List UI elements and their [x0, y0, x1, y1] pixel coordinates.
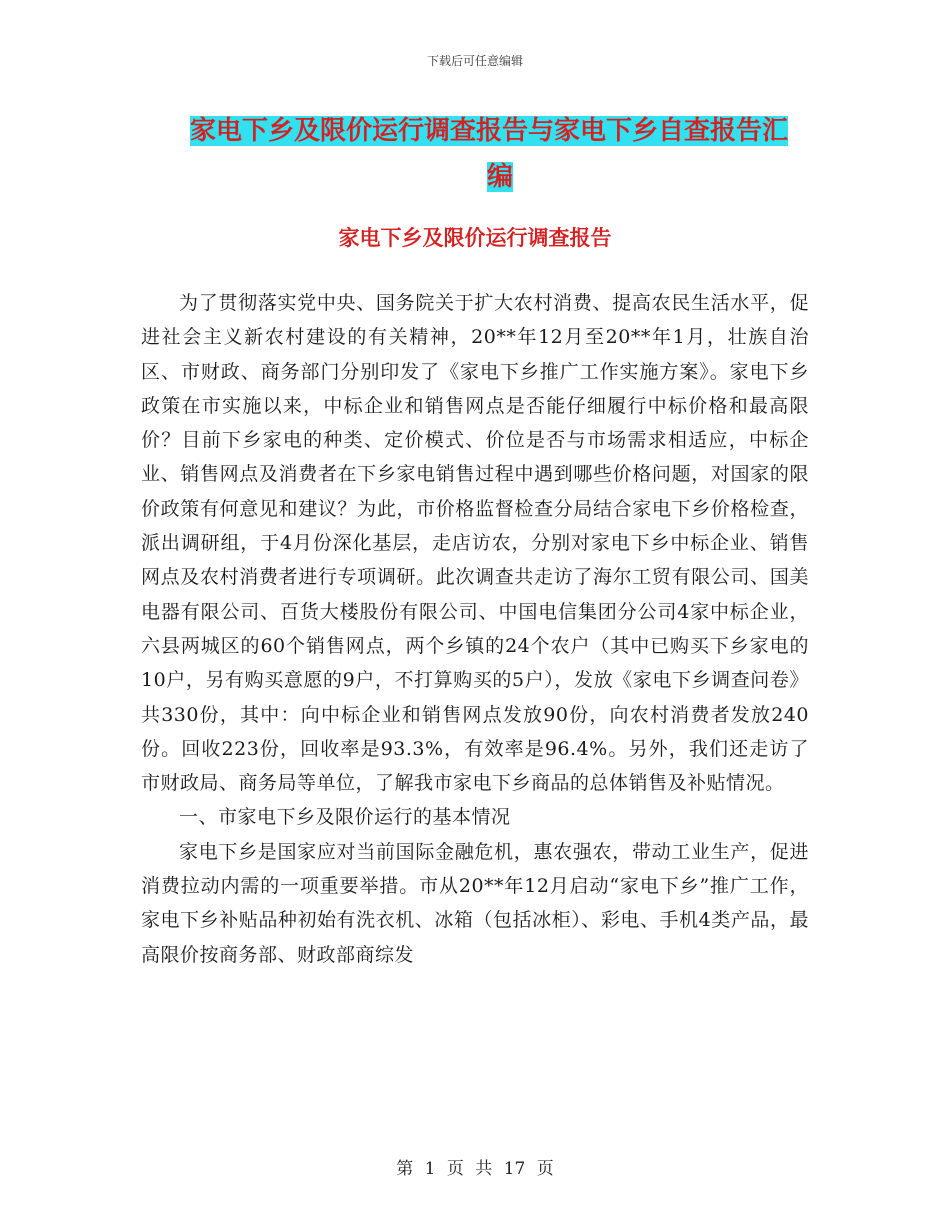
section-title: 家电下乡及限价运行调查报告 [338, 226, 612, 250]
document-title [190, 108, 810, 200]
page-footer: 第 1 页 共 17 页 [396, 1159, 554, 1179]
paragraph-intro: 为了贯彻落实党中央、国务院关于扩大农村消费、提高农民生活水平，促进社会主义新农村建设的有关精神，20**年12月至20**年1月，壮族自治区、市财政、商务部门分别印发了《家电下乡推广工作实施方案》。家电下乡政策在市实施以来，中标企业和销售网点是否能仔细履行中标价格和最高限价？目前下乡家电的种类、定价模式、价位是否与市场需求相适应，中标企业、销售网点及消费者在下乡家电销售过程中遇到哪些价格问题，对国家的限价政策有何意见和建议？为此，市价格监督检查分局结合家电下乡价格检查，派出调研组，于4月份深化基层，走店访农，分别对家电下乡中标企业、销售网点及农村消费者进行专项调研。此次调查共走访了海尔工贸有限公司、国美电器有限公司、百货大楼股份有限公司、中国电信集团分公司4家中标企业，六县两城区的60个销售网点，两个乡镇的24个农户（其中已购买下乡家电的10户，另有购买意愿的9户，不打算购买的5户），发放《家电下乡调查问卷》共330份，其中：向中标企业和销售网点发放90份，向农村消费者发放240份。回收223份，回收率是93.3%，有效率是96.4%。另外，我们还走访了市财政局、商务局等单位，了解我市家电下乡商品的总体销售及补贴情况。 [141, 292, 809, 795]
header-note: 下载后可任意编辑 [426, 54, 523, 68]
paragraph-basic-situation: 家电下乡是国家应对当前国际金融危机，惠农强农，带动工业生产，促进消费拉动内需的一项重要举措。市从20**年12月启动“家电下乡”推广工作，家电下乡补贴品种初始有洗衣机、冰箱（包括冰柜）、彩电、手机4类产品，最高限价按商务部、财政部商综发 [141, 840, 809, 966]
document-title-line-1: 家电下乡及限价运行调查报告与家电下乡自查报告汇 [190, 116, 789, 146]
paragraph-heading-basic-situation: 一、市家电下乡及限价运行的基本情况 [179, 806, 511, 829]
document-title-line-2: 编 [486, 162, 513, 192]
document-body [141, 286, 809, 972]
